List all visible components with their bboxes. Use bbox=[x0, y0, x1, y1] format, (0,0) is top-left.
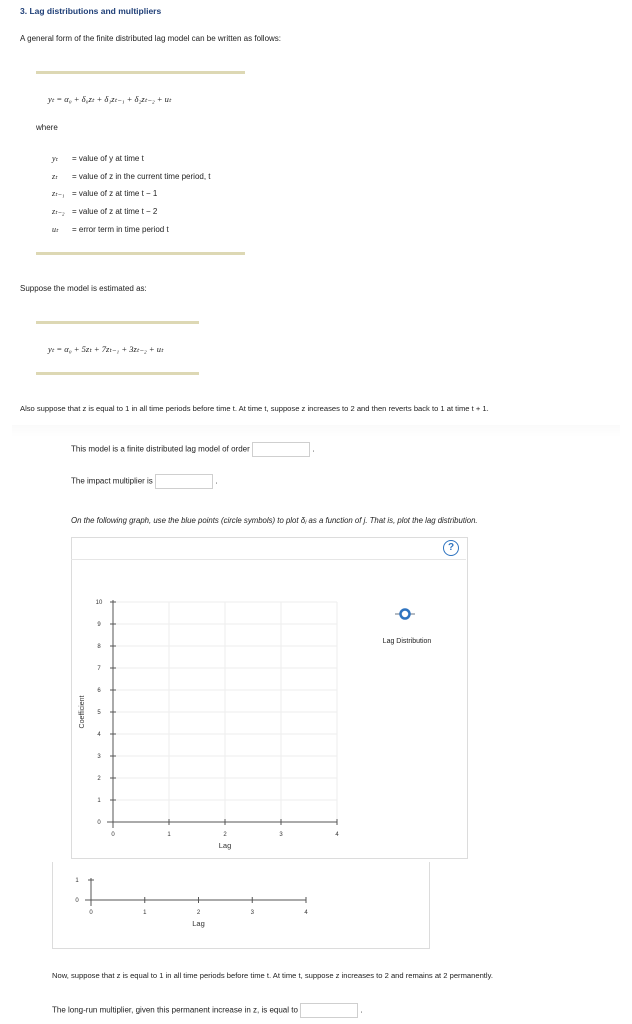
where-label: where bbox=[36, 123, 58, 132]
permanent-text: Now, suppose that z is equal to 1 in all time periods before time t. At time t, suppose z increases to 2 and remains at 2 permanently. bbox=[52, 971, 493, 980]
impact-period: . bbox=[213, 476, 218, 486]
general-equation: yₜ = α₀ + δ₀zₜ + δ₁zₜ₋₁ + δ₂zₜ₋₂ + uₜ bbox=[48, 94, 172, 104]
longrun-input[interactable] bbox=[300, 1003, 358, 1018]
y-tick-label: 1 bbox=[75, 878, 79, 884]
x-tick-label: 3 bbox=[250, 910, 254, 916]
order-period: . bbox=[310, 444, 315, 454]
impact-label: The impact multiplier is bbox=[71, 476, 153, 486]
x-axis-label: Lag bbox=[218, 841, 232, 850]
y-tick-label: 7 bbox=[97, 666, 101, 672]
definition-text: = error term in time period t bbox=[72, 224, 169, 234]
y-axis-label: Coefficient bbox=[79, 695, 86, 729]
y-tick-label: 1 bbox=[97, 798, 101, 804]
longrun-label: The long-run multiplier, given this permanent increase in z, is equal to bbox=[52, 1005, 298, 1015]
intro-text: A general form of the finite distributed lag model can be written as follows: bbox=[20, 34, 282, 43]
definition-text: = value of z at time t − 2 bbox=[72, 207, 158, 217]
section-title: 3. Lag distributions and multipliers bbox=[20, 6, 162, 16]
x-tick-label: 0 bbox=[111, 832, 115, 838]
definition-text: = value of z in the current time period, t bbox=[72, 171, 211, 181]
x-tick-label: 3 bbox=[279, 832, 283, 838]
x-tick-label: 1 bbox=[143, 910, 147, 916]
secondary-chart-area bbox=[75, 878, 308, 928]
longrun-question bbox=[52, 1003, 363, 1018]
help-button[interactable]: ? bbox=[443, 540, 459, 556]
definition-symbol: zₜ₋₂ bbox=[52, 207, 65, 217]
plot-instruction: On the following graph, use the blue points (circle symbols) to plot δⱼ as a function of j. That is, plot the lag distribution. bbox=[71, 516, 478, 525]
x-tick-label: 4 bbox=[304, 910, 308, 916]
x-tick-label: 0 bbox=[89, 910, 93, 916]
legend-label: Lag Distribution bbox=[382, 638, 432, 645]
y-tick-label: 5 bbox=[97, 710, 101, 716]
x-tick-label: 1 bbox=[167, 832, 171, 838]
y-tick-label: 9 bbox=[97, 622, 101, 628]
longrun-period: . bbox=[358, 1005, 363, 1015]
x-tick-label: 2 bbox=[196, 910, 201, 916]
definition-symbol: yₜ bbox=[52, 154, 58, 163]
definition-text: = value of y at time t bbox=[72, 154, 144, 163]
scenario-text: Also suppose that z is equal to 1 in all time periods before time t. At time t, suppose z increases to 2 and then reverts back to 1 at time t + 1. bbox=[20, 404, 489, 413]
definition-symbol: zₜ bbox=[52, 171, 58, 181]
definition-symbol: uₜ bbox=[52, 224, 59, 234]
y-tick-label: 4 bbox=[97, 732, 101, 738]
order-label: This model is a finite distributed lag model of order bbox=[71, 444, 250, 454]
y-tick-label: 3 bbox=[97, 754, 101, 760]
y-tick-label: 8 bbox=[97, 644, 101, 650]
y-tick-label: 10 bbox=[95, 600, 103, 606]
y-tick-label: 6 bbox=[97, 688, 101, 694]
y-tick-label: 0 bbox=[97, 820, 101, 826]
estimated-equation: yₜ = α₀ + 5zₜ + 7zₜ₋₁ + 3zₜ₋₂ + uₜ bbox=[48, 344, 164, 354]
y-tick-label: 0 bbox=[75, 898, 79, 904]
definition-text: = value of z at time t − 1 bbox=[72, 189, 158, 199]
estimated-intro: Suppose the model is estimated as: bbox=[20, 284, 147, 293]
y-tick-label: 2 bbox=[97, 776, 101, 782]
x-axis-label: Lag bbox=[192, 919, 205, 928]
x-tick-label: 4 bbox=[335, 832, 339, 838]
definition-symbol: zₜ₋₁ bbox=[52, 189, 65, 199]
x-tick-label: 2 bbox=[223, 832, 227, 838]
